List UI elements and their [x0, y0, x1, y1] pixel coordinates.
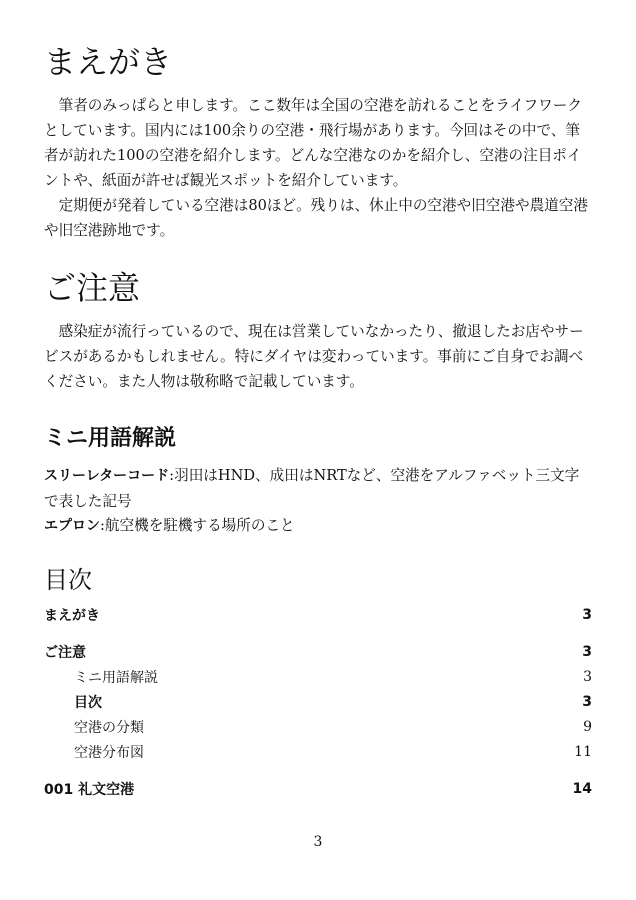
toc-entry-title: ミニ用語解説 [74, 670, 158, 686]
toc-entry-classification[interactable] [74, 715, 592, 739]
toc-entry-title: 空港分布図 [74, 745, 144, 761]
toc-entry-page: 11 [574, 744, 592, 760]
toc-entry-title: 目次 [74, 695, 102, 711]
toc-entry-page: 3 [582, 607, 592, 623]
glossary-term: スリーレターコード [44, 468, 170, 484]
toc-entry-page: 3 [583, 669, 592, 685]
toc-heading: 目次 [44, 566, 92, 594]
toc-entry-notice[interactable] [44, 640, 592, 664]
toc-entry-title: 空港の分類 [74, 720, 144, 736]
toc-entry-page: 3 [582, 694, 592, 710]
glossary-description: 航空機を駐機する場所のこと [104, 517, 295, 534]
notice-paragraph: 感染症が流行っているので、現在は営業していなかったり、撤退したお店やサービスがあるかもしれません。特にダイヤは変わっています。事前にご自身でお調べください。また人物は敬称略で記載しています。 [44, 323, 584, 390]
notice-heading: ご注意 [44, 269, 141, 307]
glossary-separator: : [100, 517, 105, 534]
toc-entry-page: 9 [583, 719, 592, 735]
preface-paragraph-1: 筆者のみっぱらと申します。ここ数年は全国の空港を訪れることをライフワークとしています。国内には100余りの空港・飛行場があります。今回はその中で、筆者が訪れた100の空港を紹介します。どんな空港なのかを紹介し、空港の注目ポイントや、紙面が許せば観光スポットを紹介しています。 [44, 97, 582, 189]
toc-entry-rebun-airport[interactable] [44, 777, 592, 801]
toc-entry-distribution-map[interactable] [74, 740, 592, 764]
toc-entry-contents[interactable] [74, 690, 592, 714]
glossary-separator: : [169, 467, 175, 484]
page-number: 3 [313, 834, 323, 850]
toc-entry-preface[interactable] [44, 603, 592, 627]
toc-entry-title: 001 礼文空港 [44, 782, 135, 798]
glossary-item [44, 513, 592, 539]
glossary-term: エプロン [44, 518, 100, 534]
glossary-description: 羽田はHND、成田はNRTなど、空港をアルファベット三文字で表した記号 [44, 467, 580, 510]
glossary-heading: ミニ用語解説 [44, 426, 177, 451]
glossary-item [44, 463, 592, 514]
toc-entry-title: まえがき [44, 608, 100, 624]
toc-entry-page: 14 [572, 781, 592, 797]
toc-entry-page: 3 [582, 644, 592, 660]
preface-heading: まえがき [44, 43, 173, 81]
preface-paragraph-2: 定期便が発着している空港は80ほど。残りは、休止中の空港や旧空港や農道空港や旧空港跡地です。 [44, 197, 588, 239]
toc-entry-title: ご注意 [44, 645, 86, 661]
toc-entry-glossary[interactable] [74, 665, 592, 689]
